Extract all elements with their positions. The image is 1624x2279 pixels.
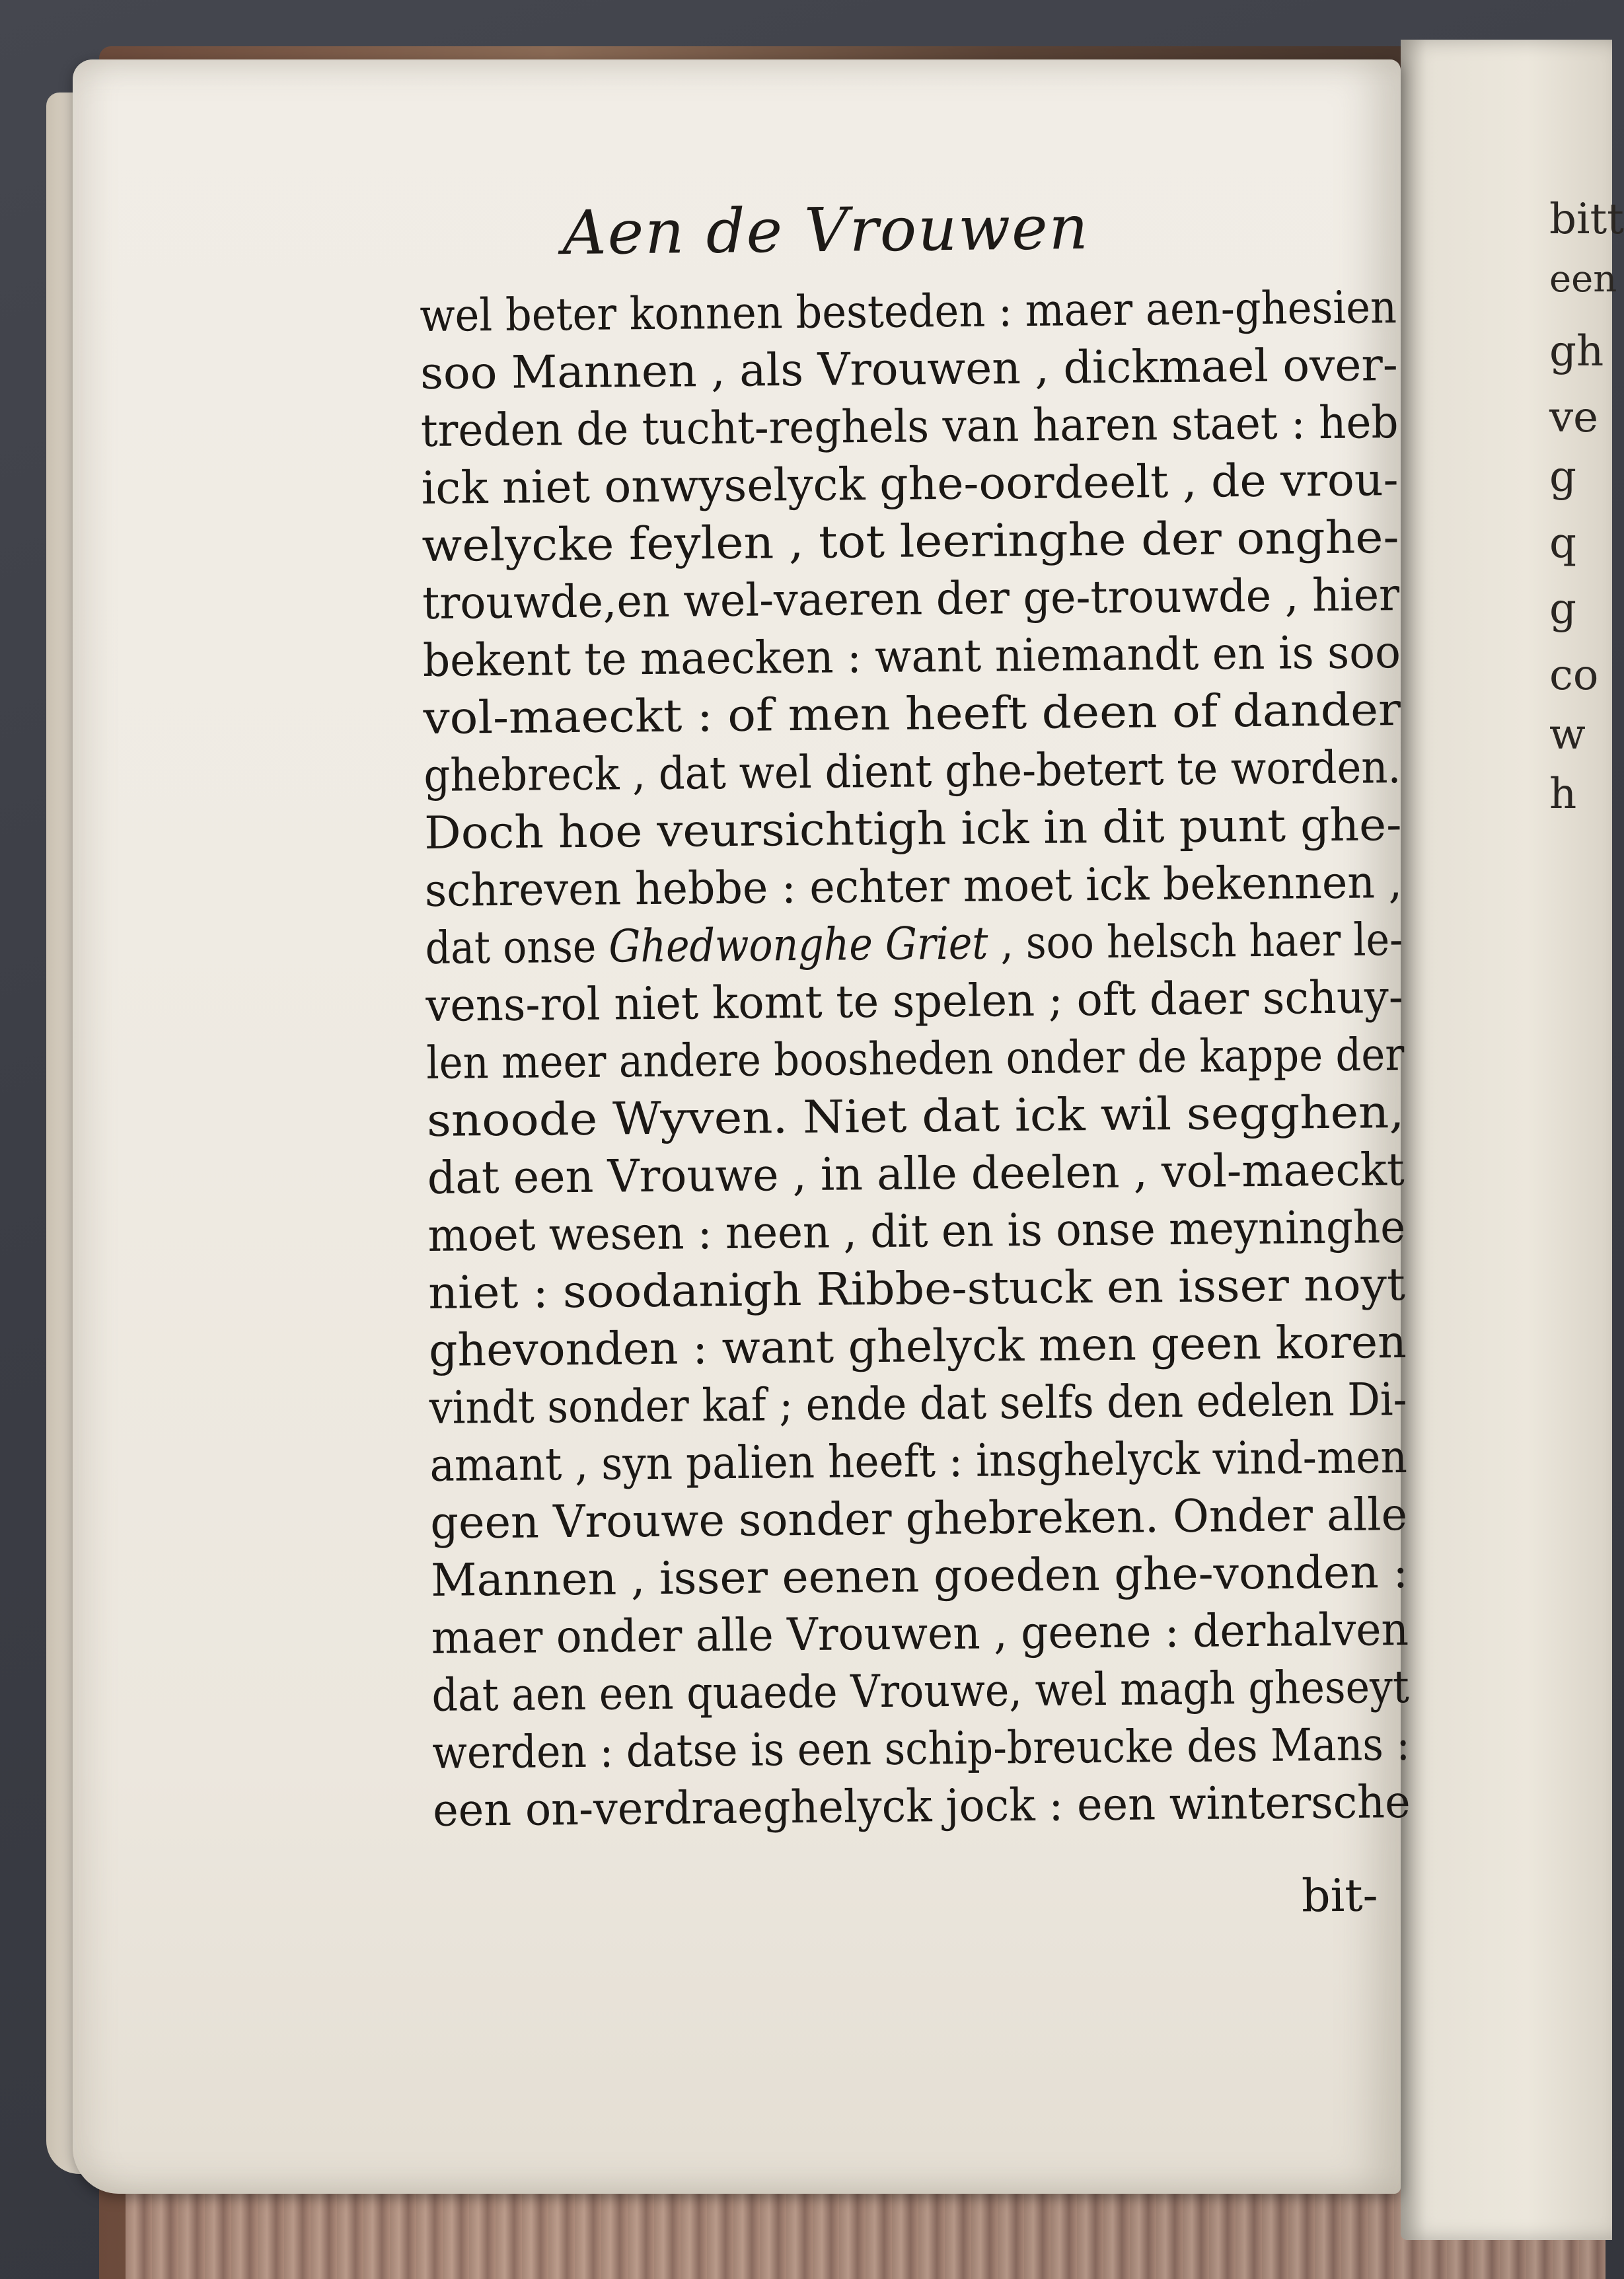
text-line: wel beter konnen besteden : maer aen-ghesien (420, 281, 1397, 342)
text-line: Mannen , isser eenen goeden ghe-vonden : (430, 1546, 1409, 1607)
line-with-italic: dat onse Ghedwonghe Griet , soo helsch haer le- (425, 914, 1403, 975)
facing-page-fragment: w (1549, 710, 1586, 759)
italic-name: Ghedwonghe Griet (609, 917, 988, 973)
text-line: soo Mannen , als Vrouwen , dickmael over- (420, 339, 1399, 400)
catchword: bit- (1301, 1869, 1378, 1923)
text-line-with-italic (425, 911, 1403, 977)
text-line: vens-rol niet komt te spelen ; oft daer schuy- (425, 971, 1404, 1032)
text-block (420, 279, 1411, 1840)
text-line: treden de tucht-reghels van haren staet : heb (420, 396, 1399, 457)
text-line: vindt sonder kaf ; ende dat selfs den edelen Di- (429, 1374, 1407, 1435)
text-line: amant , syn palien heeft : insghelyck vind-men (429, 1431, 1408, 1492)
text-line: vol-maeckt : of men heeft deen of dander (423, 684, 1401, 745)
text-line: ick niet onwyselyck ghe-oordeelt , de vrou- (421, 454, 1399, 515)
facing-page-fragment: q (1549, 519, 1576, 568)
text-line: Doch hoe veursichtigh ick in dit punt ghe- (424, 799, 1402, 860)
text-line: geen Vrouwe sonder ghebreken. Onder alle (429, 1489, 1408, 1550)
text-line: trouwde,en wel-vaeren der ge-trouwde , hier (422, 569, 1400, 630)
text-line: werden : datse is een schip-breucke des Mans : (432, 1719, 1411, 1779)
facing-page-fragment: co (1549, 651, 1599, 700)
running-head: Aen de Vrouwen (562, 192, 1090, 269)
facing-page-fragment: h (1549, 770, 1577, 819)
left-page (73, 59, 1411, 2194)
text-line: moet wesen : neen , dit en is onse meyninghe (427, 1201, 1406, 1262)
text-line: schreven hebbe : echter moet ick bekennen , (424, 856, 1403, 917)
text-line: len meer andere boosheden onder de kappe der (425, 1029, 1405, 1090)
facing-page-fragment: een (1549, 258, 1617, 301)
text-line: een on-verdraeghelyck jock : een wintersche (432, 1776, 1411, 1837)
text-line: snoode Wyven. Niet dat ick wil segghen, (426, 1086, 1405, 1147)
facing-page-fragment: bitt (1549, 195, 1624, 244)
text-line: ghevonden : want ghelyck men geen koren (428, 1316, 1407, 1377)
facing-page-fragment: g (1549, 585, 1576, 634)
facing-page-fragment: ve (1549, 393, 1599, 442)
text-line: ghebreck , dat wel dient ghe-betert te worden. (424, 741, 1401, 802)
text-line: dat een Vrouwe , in alle deelen , vol-maeckt (427, 1144, 1405, 1205)
text-line: bekent te maecken : want niemandt en is soo (422, 626, 1401, 687)
text-line: niet : soodanigh Ribbe-stuck en isser noyt (427, 1259, 1406, 1320)
facing-page-fragment: gh (1549, 327, 1604, 376)
facing-page-fragment: g (1549, 453, 1576, 502)
text-line: dat aen een quaede Vrouwe, wel magh gheseyt (431, 1661, 1410, 1722)
text-line: welycke feylen , tot leeringhe der onghe- (422, 511, 1399, 572)
text-line: maer onder alle Vrouwen , geene : derhalven (431, 1604, 1409, 1664)
